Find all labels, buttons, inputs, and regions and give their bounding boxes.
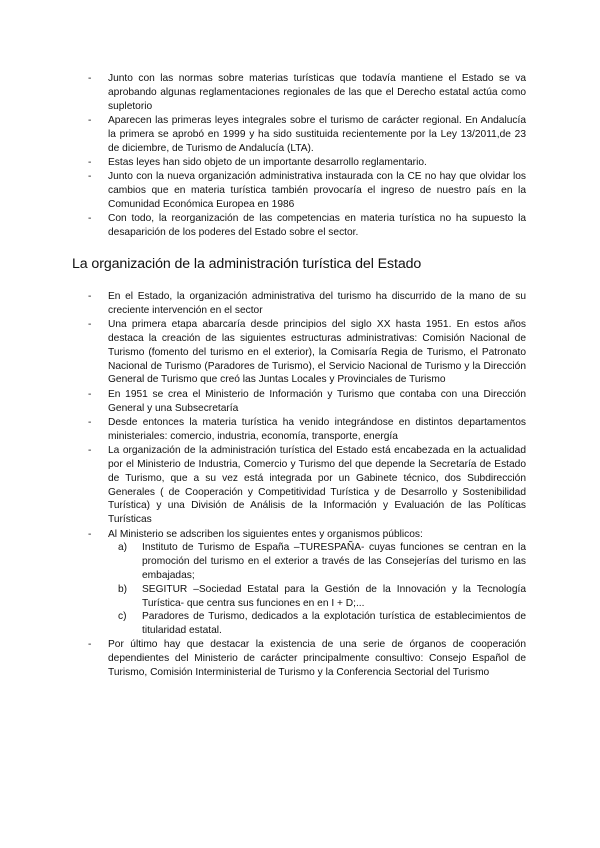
bullet-list-2 — [88, 290, 526, 680]
list-item: - Una primera etapa abarcaría desde principios del siglo XX hasta 1951. En estos años destaca la creación de las siguientes estructuras administrativas: Comisión Nacional de Turismo (fomento del turismo en el exterior), la Comisaría Regia de Turismo, el Patronato Nacional de Turismo (Paradores de Turismo), el Servicio Nacional de Turismo y la Dirección General de Turismo que creó las Juntas Locales y Provinciales de Turismo — [88, 319, 526, 386]
sub-list-item: c) Paradores de Turismo, dedicados a la explotación turística de establecimientos de titularidad estatal. — [118, 611, 526, 637]
bullet-dash: - — [88, 445, 92, 457]
bullet-dash: - — [88, 416, 92, 428]
sub-list-marker: a) — [118, 542, 128, 554]
list-item: - Junto con la nueva organización administrativa instaurada con la CE no hay que olvidar los cambios que en materia turística también provocaría el ingreso de nuestro país en la Comunidad Económica Europea en 1986 — [88, 171, 526, 210]
list-item: - Aparecen las primeras leyes integrales sobre el turismo de carácter regional. En Andalucía la primera se aprobó en 1999 y ha sido sustituida recientemente por la Ley 13/2011,de 23 de diciembre, de Turismo de Andalucía (LTA). — [88, 114, 526, 154]
list-item: - Con todo, la reorganización de las competencias en materia turística no ha supuesto la desaparición de los poderes del Estado sobre el sector. — [88, 213, 526, 239]
sub-list-item: b) SEGITUR –Sociedad Estatal para la Gestión de la Innovación y la Tecnología Turística- que centra sus funciones en en I + D;... — [118, 583, 526, 609]
sub-list-marker: b) — [118, 583, 128, 595]
bullet-dash: - — [88, 156, 92, 168]
bullet-dash: - — [88, 73, 92, 84]
bullet-list-1 — [88, 72, 526, 240]
bullet-dash: - — [88, 114, 92, 126]
list-item: - Al Ministerio se adscriben los siguientes entes y organismos públicos: a) Instituto de Turismo de España –TURESPAÑA- cuyas funciones se centran en la promoción del turismo en el exterior a través de las Consejerías del turismo en las embajadas; b) SEGITUR –Sociedad Estatal para la Gestión de la Innovación y la Tecnología Turística- que centra sus funciones en en I + D;... c) Paradores de Turismo, dedicados a la explotación turística de establecimientos de titularidad estatal. — [88, 528, 526, 637]
list-item: - En el Estado, la organización administrativa del turismo ha discurrido de la mano de su creciente intervención en el sector — [88, 291, 526, 316]
list-item: - En 1951 se crea el Ministerio de Información y Turismo que contaba con una Dirección General y una Subsecretaría — [88, 388, 526, 414]
section-heading: La organización de la administración turística del Estado — [72, 256, 422, 272]
sub-list — [108, 541, 526, 638]
sub-list-item: a) Instituto de Turismo de España –TURESPAÑA- cuyas funciones se centran en la promoción del turismo en el exterior a través de las Consejerías del turismo en las embajadas; — [118, 542, 526, 581]
bullet-dash: - — [88, 639, 92, 651]
list-item: - Junto con las normas sobre materias turísticas que todavía mantiene el Estado se va aprobando algunas reglamentaciones regionales de las que el Derecho estatal actúa como supletorio — [88, 73, 526, 112]
bullet-dash: - — [88, 291, 92, 302]
bullet-dash: - — [88, 528, 92, 540]
list-item: - Estas leyes han sido objeto de un importante desarrollo reglamentario. — [88, 156, 427, 168]
list-item: - Por último hay que destacar la existencia de una serie de órganos de cooperación dependientes del Ministerio de carácter principalmente consultivo: Consejo Español de Turismo, Comisión Interministerial de Turismo y la Conferencia Sectorial del Turismo — [88, 639, 526, 679]
bullet-dash: - — [88, 388, 92, 400]
bullet-dash: - — [88, 213, 92, 225]
list-item: - Desde entonces la materia turística ha venido integrándose en distintos departamentos ministeriales: comercio, industria, economía, transporte, energía — [88, 416, 526, 442]
sub-list-marker: c) — [118, 611, 127, 623]
list-item: - La organización de la administración turística del Estado está encabezada en la actualidad por el Ministerio de Industria, Comercio y Turismo del que depende la Secretaría de Estado de Turismo, que a su vez está integrada por un Gabinete técnico, dos Subdirección Generales ( de Cooperación y Competitividad Turística y de Desarrollo y Sostenibilidad Turística) y una División de Análisis de la Información y Evaluación de las Políticas Turísticas — [88, 445, 526, 526]
bullet-dash: - — [88, 171, 92, 183]
bullet-dash: - — [88, 319, 92, 331]
